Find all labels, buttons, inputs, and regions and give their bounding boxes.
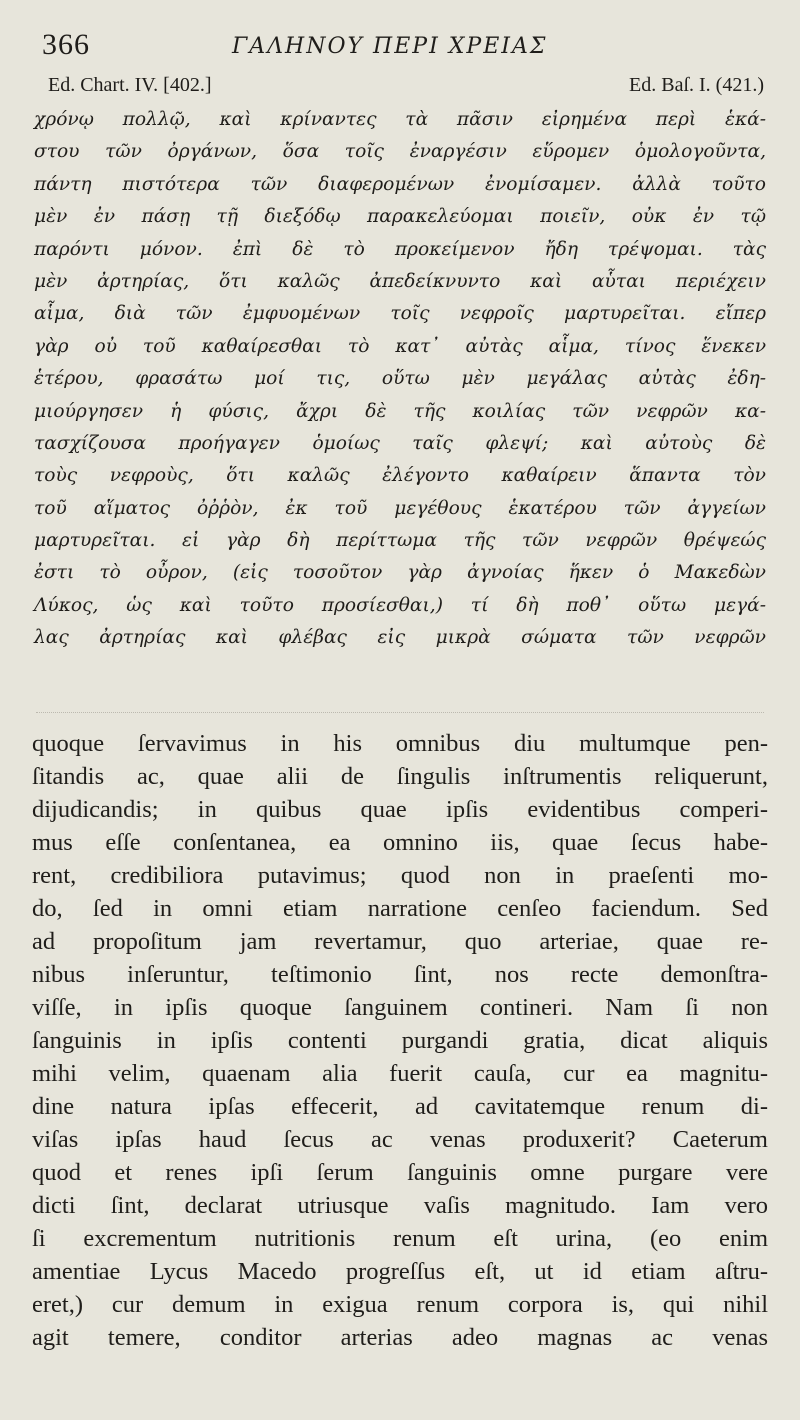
greek-text-line: γὰρ οὐ τοῦ καθαίρεσθαι τὸ κατ᾽ αὐτὰς αἷμα, τίνος ἕνεκεν bbox=[34, 335, 766, 357]
latin-text-line: do, ſed in omni etiam narratione cenſeo faciendum. Sed bbox=[32, 895, 768, 922]
greek-text-line: χρόνῳ πολλῷ, καὶ κρίναντες τὰ πᾶσιν εἰρημένα περὶ ἑκά- bbox=[34, 109, 766, 130]
latin-text-line: amentiae Lycus Macedo progreſſus eſt, ut id etiam aſtru- bbox=[32, 1258, 768, 1285]
latin-text-line: eret,) cur demum in exigua renum corpora is, qui nihil bbox=[32, 1291, 768, 1318]
latin-text-line: quoque ſervavimus in his omnibus diu multumque pen- bbox=[32, 730, 768, 757]
greek-text-line: στου τῶν ὀργάνων, ὅσα τοῖς ἐναργέσιν εὕρομεν ὁμολογοῦντα, bbox=[34, 141, 766, 163]
greek-text-line: Λύκος, ὡς καὶ τοῦτο προσίεσθαι,) τί δὴ ποθ᾽ οὕτω μεγά- bbox=[34, 594, 766, 616]
greek-text-block bbox=[34, 104, 766, 655]
edition-chart-reference: Ed. Chart. IV. [402.] bbox=[48, 74, 212, 96]
running-title: ΓΑΛΗΝΟΥ ΠΕΡΙ ΧΡΕΙΑΣ bbox=[232, 34, 548, 59]
latin-text-line: ſitandis ac, quae alii de ſingulis inſtrumentis reliquerunt, bbox=[32, 763, 768, 790]
latin-text-line: dijudicandis; in quibus quae ipſis evidentibus comperi- bbox=[32, 796, 768, 823]
greek-text-line: αἷμα, διὰ τῶν ἐμφυομένων τοῖς νεφροῖς μαρτυρεῖται. εἴπερ bbox=[34, 303, 766, 325]
latin-text-line: mihi velim, quaenam alia fuerit cauſa, cur ea magnitu- bbox=[32, 1060, 768, 1087]
latin-text-line: mus eſſe conſentanea, ea omnino iis, quae ſecus habe- bbox=[32, 829, 768, 856]
latin-text-line: viſas ipſas haud ſecus ac venas produxerit? Caeterum bbox=[32, 1126, 768, 1153]
greek-text-line: λας ἀρτηρίας καὶ φλέβας εἰς μικρὰ σώματα τῶν νεφρῶν bbox=[34, 627, 766, 649]
latin-text-line: ſi excrementum nutritionis renum eſt urina, (eo enim bbox=[32, 1225, 768, 1252]
greek-text-line: μαρτυρεῖται. εἰ γὰρ δὴ περίττωμα τῆς τῶν νεφρῶν θρέψεώς bbox=[34, 530, 766, 552]
greek-text-line: τοὺς νεφροὺς, ὅτι καλῶς ἐλέγοντο καθαίρειν ἅπαντα τὸν bbox=[34, 465, 766, 487]
latin-text-line: ad propoſitum jam revertamur, quo arteriae, quae re- bbox=[32, 928, 768, 955]
latin-text-block bbox=[32, 727, 768, 1354]
latin-text-line: quod et renes ipſi ſerum ſanguinis omne purgare vere bbox=[32, 1159, 768, 1186]
latin-text-line: nibus inſeruntur, teſtimonio ſint, nos recte demonſtra- bbox=[32, 961, 768, 988]
latin-text-line: ſanguinis in ipſis contenti purgandi gratia, dicat aliquis bbox=[32, 1027, 768, 1054]
latin-text-line: dicti ſint, declarat utriusque vaſis magnitudo. Iam vero bbox=[32, 1192, 768, 1219]
greek-text-line: ἐστι τὸ οὖρον, (εἰς τοσοῦτον γὰρ ἀγνοίας ἥκεν ὁ Μακεδὼν bbox=[34, 562, 766, 584]
greek-text-line: μὲν ἐν πάσῃ τῇ διεξόδῳ παρακελεύομαι ποιεῖν, οὐκ ἐν τῷ bbox=[34, 206, 766, 228]
edition-basel-reference: Ed. Baſ. I. (421.) bbox=[629, 74, 764, 96]
greek-text-line: πάντη πιστότερα τῶν διαφερομένων ἐνομίσαμεν. ἀλλὰ τοῦτο bbox=[34, 173, 766, 195]
latin-text-line: rent, credibiliora putavimus; quod non in praeſenti mo- bbox=[32, 862, 768, 889]
latin-text-line: dine natura ipſas effecerit, ad cavitatemque renum di- bbox=[32, 1093, 768, 1120]
section-divider bbox=[36, 712, 764, 713]
greek-text-line: τασχίζουσα προήγαγεν ὁμοίως ταῖς φλεψί; καὶ αὐτοὺς δὲ bbox=[34, 432, 766, 454]
latin-text-line: agit temere, conditor arterias adeo magnas ac venas bbox=[32, 1324, 768, 1351]
greek-text-line: μιούργησεν ἡ φύσις, ἄχρι δὲ τῆς κοιλίας τῶν νεφρῶν κα- bbox=[34, 400, 766, 422]
greek-text-line: ἑτέρου, φρασάτω μοί τις, οὕτω μὲν μεγάλας αὐτὰς ἐδη- bbox=[34, 368, 766, 390]
page-number: 366 bbox=[42, 28, 90, 61]
latin-text-line: viſſe, in ipſis quoque ſanguinem contineri. Nam ſi non bbox=[32, 994, 768, 1021]
greek-text-line: παρόντι μόνον. ἐπὶ δὲ τὸ προκείμενον ἤδη τρέψομαι. τὰς bbox=[34, 238, 766, 260]
greek-text-line: τοῦ αἵματος ὀῤῥὸν, ἐκ τοῦ μεγέθους ἑκατέρου τῶν ἀγγείων bbox=[34, 497, 766, 519]
greek-text-line: μὲν ἀρτηρίας, ὅτι καλῶς ἀπεδείκνυντο καὶ αὗται περιέχειν bbox=[34, 270, 766, 292]
page-header bbox=[42, 28, 760, 68]
edition-references bbox=[48, 74, 764, 104]
